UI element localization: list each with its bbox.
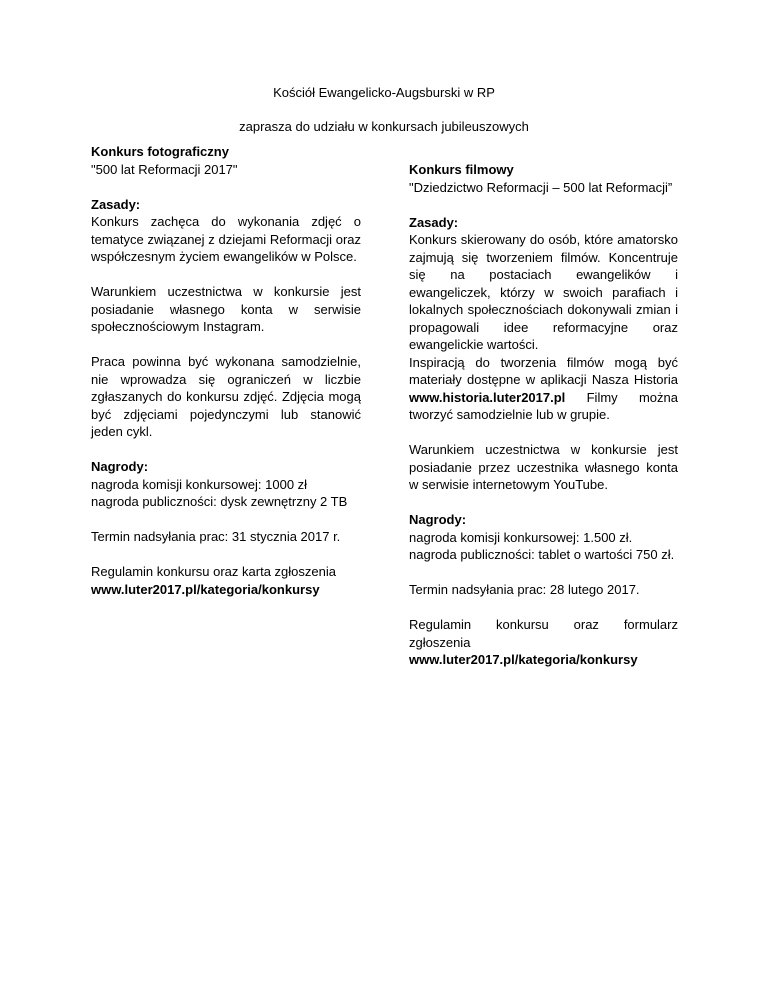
- film-inspiration-paragraph: [409, 354, 678, 424]
- film-inspiration-text-before: Inspiracją do tworzenia filmów mogą być materiały dostępne w aplikacji Nasza Historia: [409, 354, 678, 387]
- film-prize-jury: nagroda komisji konkursowej: 1.500 zł.: [409, 529, 633, 545]
- film-rules-heading: Zasady:: [409, 214, 459, 230]
- invitation-line: zaprasza do udziału w konkursach jubileuszowych: [239, 119, 529, 134]
- photo-prize-public: nagroda publiczności: dysk zewnętrzny 2 TB: [91, 494, 348, 509]
- photo-contest-column: [91, 143, 361, 598]
- film-contest-heading: Konkurs filmowy: [409, 162, 514, 177]
- photo-prizes-heading: Nagrody:: [91, 459, 149, 474]
- film-inspiration-text-after: Filmy można tworzyć samodzielnie lub w grupie.: [409, 389, 678, 422]
- film-contest-column: [409, 161, 678, 669]
- film-regulations-text: Regulamin konkursu oraz formularz zgłoszenia: [409, 617, 678, 650]
- film-regulations-link[interactable]: www.luter2017.pl/kategoria/konkursy: [409, 652, 638, 667]
- film-participation-text: Warunkiem uczestnictwa w konkursie jest posiadanie przez uczestnika własnego konta w serwisie internetowym YouTube.: [409, 442, 678, 492]
- photo-rules-heading: Zasady:: [91, 196, 141, 212]
- photo-contest-heading: Konkurs fotograficzny: [91, 144, 229, 159]
- photo-participation-text: Warunkiem uczestnictwa w konkursie jest posiadanie własnego konta w serwisie społecznościowym Instagram.: [91, 284, 361, 334]
- photo-deadline: Termin nadsyłania prac: 31 stycznia 2017 r.: [91, 529, 341, 544]
- organization-title: Kościół Ewangelicko-Augsburski w RP: [273, 85, 495, 100]
- film-inspiration-link[interactable]: www.historia.luter2017.pl: [409, 389, 566, 405]
- film-prizes-heading: Nagrody:: [409, 512, 467, 527]
- film-deadline: Termin nadsyłania prac: 28 lutego 2017.: [409, 582, 640, 597]
- photo-work-text: Praca powinna być wykonana samodzielnie, nie wprowadza się ograniczeń w liczbie zgłaszanych do konkursu zdjęć. Zdjęcia mogą być zdjęciami pojedynczymi lub stanowić jeden cykl.: [91, 354, 361, 439]
- photo-regulations-text: Regulamin konkursu oraz karta zgłoszenia: [91, 564, 336, 579]
- film-prize-public: nagroda publiczności: tablet o wartości 750 zł.: [409, 547, 675, 562]
- film-contest-title: "Dziedzictwo Reformacji – 500 lat Reformacji”: [409, 179, 673, 195]
- photo-prize-jury: nagroda komisji konkursowej: 1000 zł: [91, 476, 308, 492]
- film-rules-text: Konkurs skierowany do osób, które amatorsko zajmują się tworzeniem filmów. Koncentruje się na postaciach ewangelików i ewangeliczek, którzy w swoich parafiach i lokalnych społecznościach dokonywali zmian i propagowali idee reformacyjne oraz ewangelickie wartości.: [409, 232, 678, 352]
- photo-regulations-link[interactable]: www.luter2017.pl/kategoria/konkursy: [91, 581, 320, 597]
- photo-contest-title: "500 lat Reformacji 2017": [91, 161, 238, 177]
- photo-rules-text: Konkurs zachęca do wykonania zdjęć o tematyce związanej z dziejami Reformacji oraz współczesnym życiem ewangelików w Polsce.: [91, 214, 361, 264]
